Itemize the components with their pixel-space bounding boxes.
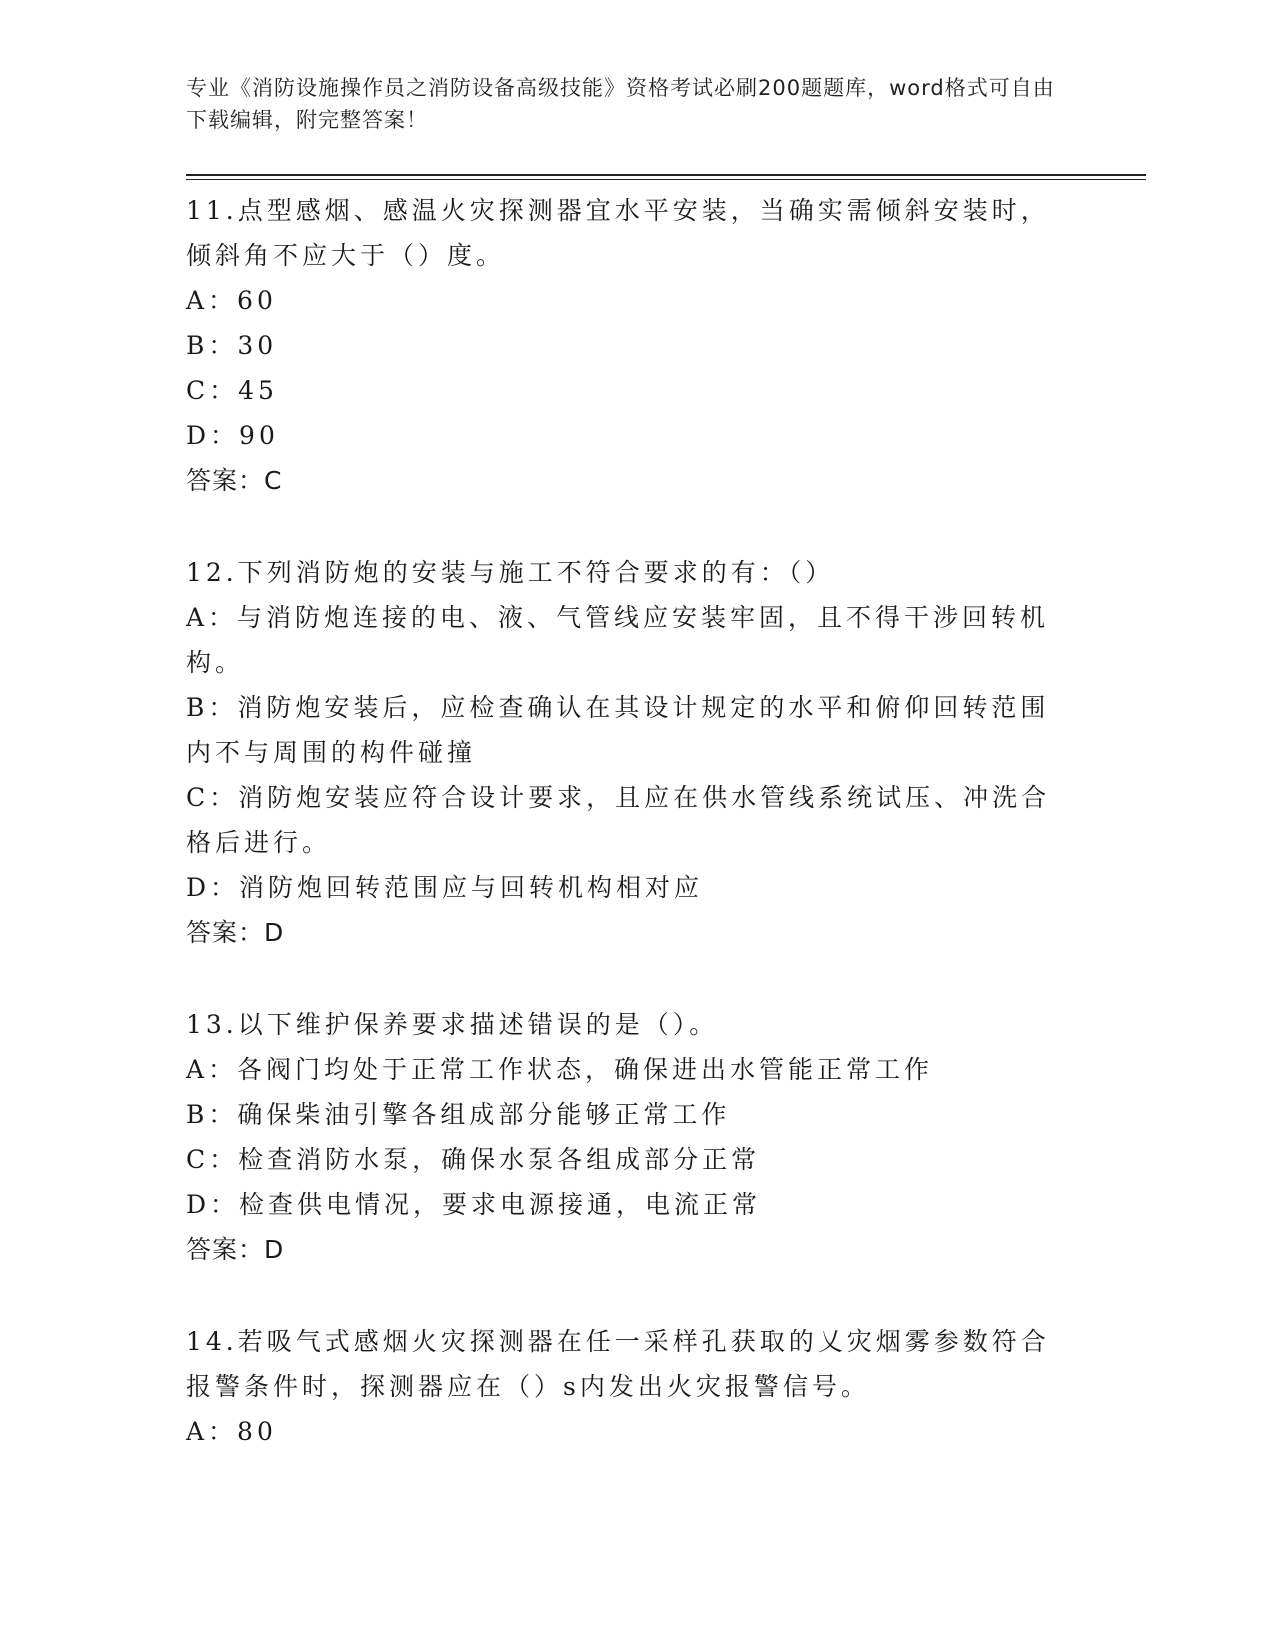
option-a: A：各阀门均处于正常工作状态，确保进出水管能正常工作 [186,1055,934,1084]
option-b: B：消防炮安装后，应检查确认在其设计规定的水平和俯仰回转范围内不与周围的构件碰撞 [186,693,1050,767]
header-divider [186,174,1146,180]
question-list [186,188,1066,1454]
option-d: D：检查供电情况，要求电源接通，电流正常 [186,1190,762,1219]
answer-line: 答案：C [186,466,283,495]
question-item [186,1002,1066,1272]
answer-line: 答案：D [186,1235,285,1264]
question-item [186,550,1066,955]
question-stem: 11.点型感烟、感温火灾探测器宜水平安装，当确实需倾斜安装时，倾斜角不应大于（）度。 [186,196,1050,270]
option-b: B：确保柴油引擎各组成部分能够正常工作 [186,1100,731,1129]
question-item [186,1319,1066,1454]
question-stem: 13.以下维护保养要求描述错误的是（）。 [186,1010,719,1039]
document-page [186,72,1146,1501]
document-header: 专业《消防设施操作员之消防设备高级技能》资格考试必刷200题题库，word格式可自由下载编辑，附完整答案！ [186,76,1055,132]
option-c: C：检查消防水泵，确保水泵各组成部分正常 [186,1145,761,1174]
question-stem: 12.下列消防炮的安装与施工不符合要求的有：（） [186,558,835,587]
option-b: B：30 [186,331,278,360]
question-stem: 14.若吸气式感烟火灾探测器在任一采样孔获取的乂灾烟雾参数符合报警条件时，探测器应在（）s内发出火灾报警信号。 [186,1327,1050,1401]
answer-line: 答案：D [186,918,285,947]
option-a: A：与消防炮连接的电、液、气管线应安装牢固，且不得干涉回转机构。 [186,603,1050,677]
option-c: C：消防炮安装应符合设计要求，且应在供水管线系统试压、冲洗合格后进行。 [186,783,1051,857]
question-item [186,188,1066,503]
option-a: A：60 [186,286,277,315]
option-d: D：90 [186,421,279,450]
option-a: A：80 [186,1417,277,1446]
option-d: D：消防炮回转范围应与回转机构相对应 [186,873,704,902]
option-c: C：45 [186,376,278,405]
